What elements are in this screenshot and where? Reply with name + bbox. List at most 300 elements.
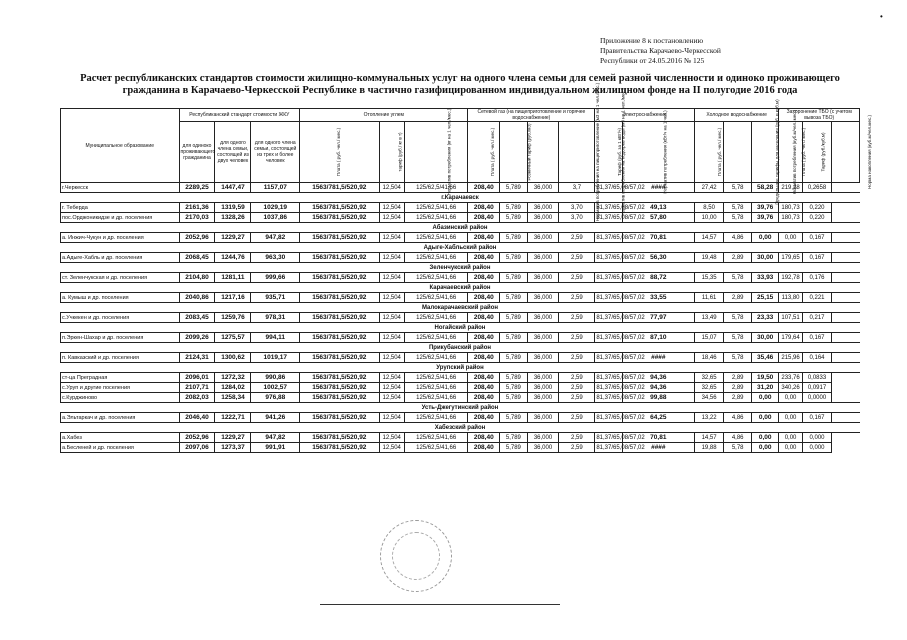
gas-pay-cell: 208,40 bbox=[468, 183, 500, 193]
gas-tariff-cell: 5,789 bbox=[500, 433, 528, 443]
std-single-cell: 2289,25 bbox=[179, 183, 215, 193]
header-tbo-tariff: Тариф (руб./куб.м) bbox=[802, 122, 832, 183]
std-single-cell: 2170,03 bbox=[179, 213, 215, 223]
table-row bbox=[61, 443, 860, 453]
el-tariff-cell: 2,59 bbox=[559, 393, 595, 403]
tbo-tariff-cell: 0,00 bbox=[779, 413, 802, 423]
cw-pay-cell: 49,13 bbox=[622, 203, 694, 213]
municipality-cell: п. Кавказский и др. поселения bbox=[61, 353, 180, 363]
region-row bbox=[61, 223, 860, 233]
region-label: Малокарачаевский район bbox=[61, 303, 860, 313]
heat-pay-cell: 1563/781,5/520,92 bbox=[300, 273, 379, 283]
heat-pay-cell: 1563/781,5/520,92 bbox=[300, 443, 379, 453]
gas-pay-cell: 208,40 bbox=[468, 253, 500, 263]
gas-norm-cell: 36,000 bbox=[527, 213, 559, 223]
tbo-norm-cell: 0,220 bbox=[802, 213, 832, 223]
heat-pay-cell: 1563/781,5/520,92 bbox=[300, 353, 379, 363]
heat-tariff-cell: 12,504 bbox=[379, 293, 404, 303]
el-norm-cell: 81,37/65,08/57,02 bbox=[596, 384, 645, 391]
table-row bbox=[61, 413, 860, 423]
tbo-norm-cell: 0,164 bbox=[802, 353, 832, 363]
tbo-norm-cell: 0,176 bbox=[802, 273, 832, 283]
region-label: Адыге-Хабльский район bbox=[61, 243, 860, 253]
heat-tariff-cell: 12,504 bbox=[379, 183, 404, 193]
cw-norm-cell: 5,78 bbox=[724, 203, 752, 213]
el-tariff-cell: 2,59 bbox=[559, 413, 595, 423]
heat-tariff-cell: 12,504 bbox=[379, 373, 404, 383]
tbo-pay-cell: 30,00 bbox=[751, 253, 779, 263]
municipality-cell: а.Эльтаркач и др. поселения bbox=[61, 413, 180, 423]
std-single-cell: 2040,86 bbox=[179, 293, 215, 303]
std-three-cell: 994,11 bbox=[251, 333, 300, 343]
el-tariff-cell: 2,59 bbox=[559, 313, 595, 323]
tbo-norm-cell: 0,217 bbox=[802, 313, 832, 323]
el-norm-cell: 81,37/65,08/57,02 bbox=[596, 354, 645, 361]
municipality-cell: а. Инжич-Чукун и др. поселения bbox=[61, 233, 180, 243]
cw-limit-cell: 19,48 bbox=[694, 253, 724, 263]
cw-norm-cell: 2,89 bbox=[724, 293, 752, 303]
municipality-cell: п.Эркен-Шахар и др. поселения bbox=[61, 333, 180, 343]
cw-limit-cell: 34,56 bbox=[694, 393, 724, 403]
tbo-norm-cell: 0,221 bbox=[802, 293, 832, 303]
heat-pay-cell: 1563/781,5/520,92 bbox=[300, 233, 379, 243]
heat-norm-cell: 125/62,5/41,66 bbox=[404, 413, 468, 423]
gas-tariff-cell: 5,789 bbox=[500, 273, 528, 283]
header-std-single: для одиноко проживающего гражданина bbox=[179, 122, 215, 183]
tbo-norm-cell: 0,2658 bbox=[802, 183, 832, 193]
gas-norm-cell: 36,000 bbox=[527, 273, 559, 283]
heat-tariff-cell: 12,504 bbox=[379, 213, 404, 223]
el-tariff-cell: 2,59 bbox=[559, 373, 595, 383]
el-tariff-cell: 2,59 bbox=[559, 353, 595, 363]
header-tbo-group: Захоронение ТБО (с учетом вывоза ТБО) bbox=[779, 109, 860, 122]
std-single-cell: 2099,26 bbox=[179, 333, 215, 343]
gas-pay-cell: 208,40 bbox=[468, 433, 500, 443]
std-single-cell: 2052,96 bbox=[179, 233, 215, 243]
stamp-seal-inner bbox=[392, 532, 440, 580]
gas-tariff-cell: 5,789 bbox=[500, 183, 528, 193]
heat-norm-cell: 125/62,5/41,66 bbox=[404, 373, 468, 383]
gas-norm-cell: 36,000 bbox=[527, 383, 559, 393]
heat-tariff-cell: 12,504 bbox=[379, 393, 404, 403]
std-three-cell: 947,82 bbox=[251, 433, 300, 443]
el-norm-cell: 81,37/65,08/57,02 bbox=[596, 184, 645, 191]
table-row bbox=[61, 203, 860, 213]
std-single-cell: 2107,71 bbox=[179, 383, 215, 393]
el-tariff-cell: 2,59 bbox=[559, 273, 595, 283]
table-row bbox=[61, 253, 860, 263]
heat-pay-cell: 1563/781,5/520,92 bbox=[300, 373, 379, 383]
std-single-cell: 2161,36 bbox=[179, 203, 215, 213]
tbo-tariff-cell: 215,96 bbox=[779, 353, 802, 363]
corner-mark: • bbox=[880, 12, 883, 21]
header-tbo-norm: Норма накопления (куб.м/чел.мес.) bbox=[832, 122, 860, 183]
std-single-cell: 2124,31 bbox=[179, 353, 215, 363]
gas-norm-cell: 36,000 bbox=[527, 203, 559, 213]
gas-pay-cell: 208,40 bbox=[468, 393, 500, 403]
std-three-cell: 1029,19 bbox=[251, 203, 300, 213]
heat-norm-cell: 125/62,5/41,66 bbox=[404, 333, 468, 343]
gas-pay-cell: 208,40 bbox=[468, 333, 500, 343]
gas-pay-cell: 208,40 bbox=[468, 233, 500, 243]
std-three-cell: 978,31 bbox=[251, 313, 300, 323]
el-tariff-cell: 3,7 bbox=[559, 183, 595, 193]
heat-pay-cell: 1563/781,5/520,92 bbox=[300, 293, 379, 303]
gas-pay-cell: 208,40 bbox=[468, 443, 500, 453]
cw-limit-cell: 18,46 bbox=[694, 353, 724, 363]
annex-block bbox=[600, 36, 721, 66]
std-two-cell: 1229,27 bbox=[215, 233, 251, 243]
cw-pay-cell: 70,81 bbox=[622, 433, 694, 443]
annex-line-3: Республики от 24.05.2016 № 125 bbox=[600, 56, 705, 65]
gas-tariff-cell: 5,789 bbox=[500, 383, 528, 393]
el-tariff-cell: 2,59 bbox=[559, 433, 595, 443]
cw-limit-cell: 27,42 bbox=[694, 183, 724, 193]
heat-tariff-cell: 12,504 bbox=[379, 443, 404, 453]
table-row bbox=[61, 273, 860, 283]
gas-tariff-cell: 5,789 bbox=[500, 203, 528, 213]
table-row bbox=[61, 373, 860, 383]
gas-pay-cell: 208,40 bbox=[468, 213, 500, 223]
std-three-cell: 935,71 bbox=[251, 293, 300, 303]
el-norm-cell: 81,37/65,08/57,02 bbox=[596, 234, 645, 241]
header-heat-norm: Норматив потребления (кг на 1 чел./мес.) bbox=[404, 122, 468, 183]
region-label: Карачаевский район bbox=[61, 283, 860, 293]
std-three-cell: 947,82 bbox=[251, 233, 300, 243]
tbo-tariff-cell: 179,64 bbox=[779, 333, 802, 343]
gas-tariff-cell: 5,789 bbox=[500, 393, 528, 403]
gas-tariff-cell: 5,789 bbox=[500, 253, 528, 263]
region-row bbox=[61, 343, 860, 353]
std-two-cell: 1273,37 bbox=[215, 443, 251, 453]
region-row bbox=[61, 403, 860, 413]
header-heating-group: Отопление углем bbox=[300, 109, 468, 122]
el-norm-cell: 81,37/65,08/57,02 bbox=[596, 294, 645, 301]
std-three-cell: 1019,17 bbox=[251, 353, 300, 363]
region-label: г.Карачаевск bbox=[61, 193, 860, 203]
header-muni: Муниципальное образование bbox=[61, 109, 180, 183]
heat-norm-cell: 125/62,5/41,66 bbox=[404, 213, 468, 223]
header-cw-pay: Плата ( руб. чел./ мес.) bbox=[694, 122, 724, 183]
gas-tariff-cell: 5,789 bbox=[500, 353, 528, 363]
cw-pay-cell: 33,55 bbox=[622, 293, 694, 303]
tbo-pay-cell: 25,15 bbox=[751, 293, 779, 303]
heat-pay-cell: 1563/781,5/520,92 bbox=[300, 313, 379, 323]
table-body bbox=[61, 183, 860, 453]
heat-norm-cell: 125/62,5/41,66 bbox=[404, 273, 468, 283]
heat-norm-cell: 125/62,5/41,66 bbox=[404, 293, 468, 303]
region-row bbox=[61, 323, 860, 333]
tbo-tariff-cell: 180,73 bbox=[779, 213, 802, 223]
heat-tariff-cell: 12,504 bbox=[379, 253, 404, 263]
heat-tariff-cell: 12,504 bbox=[379, 383, 404, 393]
heat-tariff-cell: 12,504 bbox=[379, 433, 404, 443]
header-el-tariff: Тариф (руб. за 1 кВт/ч) bbox=[595, 122, 623, 183]
table-row bbox=[61, 213, 860, 223]
el-norm-cell: 81,37/65,08/57,02 bbox=[596, 374, 645, 381]
municipality-cell: а. Кумыш и др. поселения bbox=[61, 293, 180, 303]
gas-norm-cell: 36,000 bbox=[527, 433, 559, 443]
el-norm-cell: 81,37/65,08/57,02 bbox=[596, 204, 645, 211]
tbo-norm-cell: 0,000 bbox=[802, 443, 832, 453]
municipality-cell: а.Адыге-Хабль и др. поселения bbox=[61, 253, 180, 263]
tbo-tariff-cell: 219,28 bbox=[779, 183, 802, 193]
cw-limit-cell: 11,61 bbox=[694, 293, 724, 303]
std-single-cell: 2082,03 bbox=[179, 393, 215, 403]
std-two-cell: 1222,71 bbox=[215, 413, 251, 423]
std-two-cell: 1447,47 bbox=[215, 183, 251, 193]
cw-norm-cell: 2,89 bbox=[724, 373, 752, 383]
cw-limit-cell: 32,65 bbox=[694, 383, 724, 393]
cw-limit-cell: 19,88 bbox=[694, 443, 724, 453]
document-title bbox=[60, 73, 860, 97]
cw-limit-cell: 13,22 bbox=[694, 413, 724, 423]
tbo-norm-cell: 0,0833 bbox=[802, 373, 832, 383]
cw-norm-cell: 2,89 bbox=[724, 253, 752, 263]
tbo-pay-cell: 33,93 bbox=[751, 273, 779, 283]
tbo-pay-cell: 19,50 bbox=[751, 373, 779, 383]
heat-norm-cell: 125/62,5/41,66 bbox=[404, 393, 468, 403]
el-tariff-cell: 3,70 bbox=[559, 213, 595, 223]
region-label: Прикубанский район bbox=[61, 343, 860, 353]
gas-tariff-cell: 5,789 bbox=[500, 413, 528, 423]
header-std-three: для одного члена семьи, состоящей из трех и более человек bbox=[251, 122, 300, 183]
tbo-tariff-cell: 179,65 bbox=[779, 253, 802, 263]
heat-tariff-cell: 12,504 bbox=[379, 233, 404, 243]
table-row bbox=[61, 313, 860, 323]
tbo-pay-cell: 0,00 bbox=[751, 393, 779, 403]
region-label: Ногайский район bbox=[61, 323, 860, 333]
annex-line-1: Приложение 8 к постановлению bbox=[600, 36, 704, 45]
heat-norm-cell: 125/62,5/41,66 bbox=[404, 253, 468, 263]
std-single-cell: 2068,45 bbox=[179, 253, 215, 263]
cw-pay-cell: 77,97 bbox=[622, 313, 694, 323]
municipality-cell: а.Хабез bbox=[61, 433, 180, 443]
cw-pay-cell: #### bbox=[622, 443, 694, 453]
cw-pay-cell: 57,80 bbox=[622, 213, 694, 223]
cw-pay-cell: 70,81 bbox=[622, 233, 694, 243]
std-two-cell: 1319,59 bbox=[215, 203, 251, 213]
region-label: Усть-Джегутинский район bbox=[61, 403, 860, 413]
header-cold-water-group: Холодное водоснабжение bbox=[694, 109, 779, 122]
heat-norm-cell: 125/62,5/41,66 bbox=[404, 433, 468, 443]
heat-tariff-cell: 12,504 bbox=[379, 273, 404, 283]
table-row bbox=[61, 353, 860, 363]
tbo-tariff-cell: 192,78 bbox=[779, 273, 802, 283]
gas-norm-cell: 36,000 bbox=[527, 353, 559, 363]
region-label: Урупский район bbox=[61, 363, 860, 373]
heat-norm-cell: 125/62,5/41,66 bbox=[404, 443, 468, 453]
gas-norm-cell: 36,000 bbox=[527, 293, 559, 303]
tbo-pay-cell: 39,76 bbox=[751, 213, 779, 223]
gas-norm-cell: 36,000 bbox=[527, 253, 559, 263]
cw-pay-cell: 87,10 bbox=[622, 333, 694, 343]
gas-norm-cell: 36,000 bbox=[527, 313, 559, 323]
heat-norm-cell: 125/62,5/41,66 bbox=[404, 203, 468, 213]
gas-tariff-cell: 5,789 bbox=[500, 373, 528, 383]
cw-norm-cell: 2,89 bbox=[724, 383, 752, 393]
el-norm-cell: 81,37/65,08/57,02 bbox=[596, 394, 645, 401]
gas-norm-cell: 36,000 bbox=[527, 233, 559, 243]
tbo-norm-cell: 0,000 bbox=[802, 433, 832, 443]
gas-pay-cell: 208,40 bbox=[468, 313, 500, 323]
header-heat-tariff: тариф (руб./ кг в т) bbox=[379, 122, 404, 183]
table-row bbox=[61, 393, 860, 403]
std-two-cell: 1328,26 bbox=[215, 213, 251, 223]
tbo-tariff-cell: 107,51 bbox=[779, 313, 802, 323]
cw-norm-cell: 4,86 bbox=[724, 413, 752, 423]
heat-pay-cell: 1563/781,5/520,92 bbox=[300, 183, 379, 193]
tbo-tariff-cell: 0,00 bbox=[779, 393, 802, 403]
title-line-2: гражданина в Карачаево-Черкесской Республике в частично газифицированном индивидуальном жилищном фонде на II полугодие 2016 года bbox=[122, 85, 798, 96]
std-three-cell: 941,26 bbox=[251, 413, 300, 423]
table-row bbox=[61, 293, 860, 303]
header-heat-pay: Плата ( руб. чел./ мес.) bbox=[300, 122, 379, 183]
tbo-pay-cell: 30,00 bbox=[751, 333, 779, 343]
heat-tariff-cell: 12,504 bbox=[379, 313, 404, 323]
municipality-cell: а.Бесленей и др. поселения bbox=[61, 443, 180, 453]
cw-limit-cell: 14,57 bbox=[694, 233, 724, 243]
el-norm-cell: 81,37/65,08/57,02 bbox=[596, 274, 645, 281]
heat-norm-cell: 125/62,5/41,66 bbox=[404, 183, 468, 193]
cw-limit-cell: 15,07 bbox=[694, 333, 724, 343]
el-tariff-cell: 2,59 bbox=[559, 253, 595, 263]
std-three-cell: 990,86 bbox=[251, 373, 300, 383]
gas-norm-cell: 36,000 bbox=[527, 373, 559, 383]
cw-pay-cell: 88,72 bbox=[622, 273, 694, 283]
gas-pay-cell: 208,40 bbox=[468, 353, 500, 363]
region-row bbox=[61, 423, 860, 433]
gas-tariff-cell: 5,789 bbox=[500, 333, 528, 343]
municipality-cell: г.Черкесск bbox=[61, 183, 180, 193]
region-label: Абазинский район bbox=[61, 223, 860, 233]
std-two-cell: 1258,34 bbox=[215, 393, 251, 403]
region-label: Хабезский район bbox=[61, 423, 860, 433]
tbo-norm-cell: 0,167 bbox=[802, 253, 832, 263]
cw-pay-cell: 94,36 bbox=[622, 383, 694, 393]
tbo-tariff-cell: 0,00 bbox=[779, 443, 802, 453]
heat-pay-cell: 1563/781,5/520,92 bbox=[300, 413, 379, 423]
gas-tariff-cell: 5,789 bbox=[500, 293, 528, 303]
gas-tariff-cell: 5,789 bbox=[500, 313, 528, 323]
cw-norm-cell: 5,78 bbox=[724, 313, 752, 323]
std-single-cell: 2097,06 bbox=[179, 443, 215, 453]
tbo-pay-cell: 0,00 bbox=[751, 433, 779, 443]
cw-norm-cell: 5,78 bbox=[724, 183, 752, 193]
gas-pay-cell: 208,40 bbox=[468, 383, 500, 393]
tbo-pay-cell: 0,00 bbox=[751, 233, 779, 243]
cw-norm-cell: 5,78 bbox=[724, 443, 752, 453]
std-two-cell: 1259,76 bbox=[215, 313, 251, 323]
tbo-pay-cell: 58,28 bbox=[751, 183, 779, 193]
table-row bbox=[61, 233, 860, 243]
tbo-tariff-cell: 233,76 bbox=[779, 373, 802, 383]
std-three-cell: 1037,86 bbox=[251, 213, 300, 223]
std-two-cell: 1300,62 bbox=[215, 353, 251, 363]
heat-tariff-cell: 12,504 bbox=[379, 333, 404, 343]
tbo-norm-cell: 0,0000 bbox=[802, 393, 832, 403]
header-electricity-group: Электроснабжение bbox=[595, 109, 694, 122]
el-norm-cell: 81,37/65,08/57,02 bbox=[596, 214, 645, 221]
std-two-cell: 1272,32 bbox=[215, 373, 251, 383]
tbo-tariff-cell: 113,80 bbox=[779, 293, 802, 303]
cw-limit-cell: 15,35 bbox=[694, 273, 724, 283]
region-row bbox=[61, 303, 860, 313]
cw-pay-cell: 64,25 bbox=[622, 413, 694, 423]
gas-norm-cell: 36,000 bbox=[527, 333, 559, 343]
heat-tariff-cell: 12,504 bbox=[379, 203, 404, 213]
el-norm-cell: 81,37/65,08/57,02 bbox=[596, 314, 645, 321]
cw-pay-cell: #### bbox=[622, 353, 694, 363]
tbo-norm-cell: 0,167 bbox=[802, 333, 832, 343]
std-three-cell: 1002,57 bbox=[251, 383, 300, 393]
municipality-cell: ст-ца Преградная bbox=[61, 373, 180, 383]
cw-limit-cell: 13,49 bbox=[694, 313, 724, 323]
el-tariff-cell: 2,59 bbox=[559, 293, 595, 303]
tbo-pay-cell: 23,33 bbox=[751, 313, 779, 323]
annex-line-2: Правительства Карачаево-Черкесской bbox=[600, 46, 721, 55]
std-single-cell: 2083,45 bbox=[179, 313, 215, 323]
el-tariff-cell: 3,70 bbox=[559, 203, 595, 213]
gas-pay-cell: 208,40 bbox=[468, 413, 500, 423]
region-row bbox=[61, 193, 860, 203]
std-single-cell: 2052,96 bbox=[179, 433, 215, 443]
heat-pay-cell: 1563/781,5/520,92 bbox=[300, 433, 379, 443]
tbo-pay-cell: 0,00 bbox=[751, 413, 779, 423]
cw-limit-cell: 32,65 bbox=[694, 373, 724, 383]
gas-pay-cell: 208,40 bbox=[468, 273, 500, 283]
std-two-cell: 1281,11 bbox=[215, 273, 251, 283]
el-norm-cell: 81,37/65,08/57,02 bbox=[596, 444, 645, 451]
tbo-tariff-cell: 0,00 bbox=[779, 433, 802, 443]
std-two-cell: 1229,27 bbox=[215, 433, 251, 443]
tbo-tariff-cell: 180,73 bbox=[779, 203, 802, 213]
gas-pay-cell: 208,40 bbox=[468, 203, 500, 213]
header-std-two: для одного члена семьи, состоящей из двух человек bbox=[215, 122, 251, 183]
municipality-cell: пос.Орджоникидзе и др. поселения bbox=[61, 213, 180, 223]
el-norm-cell: 81,37/65,08/57,02 bbox=[596, 434, 645, 441]
std-single-cell: 2096,01 bbox=[179, 373, 215, 383]
municipality-cell: г. Теберда bbox=[61, 203, 180, 213]
heat-pay-cell: 1563/781,5/520,92 bbox=[300, 333, 379, 343]
std-three-cell: 991,91 bbox=[251, 443, 300, 453]
region-row bbox=[61, 363, 860, 373]
gas-tariff-cell: 5,789 bbox=[500, 213, 528, 223]
heat-pay-cell: 1563/781,5/520,92 bbox=[300, 203, 379, 213]
gas-pay-cell: 208,40 bbox=[468, 293, 500, 303]
std-three-cell: 1157,07 bbox=[251, 183, 300, 193]
tbo-norm-cell: 0,167 bbox=[802, 233, 832, 243]
heat-norm-cell: 125/62,5/41,66 bbox=[404, 313, 468, 323]
cw-pay-cell: 94,36 bbox=[622, 373, 694, 383]
tbo-pay-cell: 39,76 bbox=[751, 203, 779, 213]
gas-norm-cell: 36,000 bbox=[527, 443, 559, 453]
signature-line bbox=[320, 604, 560, 605]
header-gas-norm-cooking: Норматив потребления на пищеприготовление (м3 на 1 чел./мес.) bbox=[527, 122, 559, 183]
header-gas-group: Сетевой газ (на пищеприготовление и горячее водоснабжение) bbox=[468, 109, 595, 122]
std-three-cell: 999,66 bbox=[251, 273, 300, 283]
cw-limit-cell: 8,50 bbox=[694, 203, 724, 213]
municipality-cell: с.Уруп и другие поселения bbox=[61, 383, 180, 393]
std-single-cell: 2046,40 bbox=[179, 413, 215, 423]
el-tariff-cell: 2,59 bbox=[559, 333, 595, 343]
region-row bbox=[61, 283, 860, 293]
header-gas-norm-heating: Норматив потребления на подогрев воды (м3 на 1 чел./мес.) bbox=[559, 122, 595, 183]
el-tariff-cell: 2,59 bbox=[559, 383, 595, 393]
cw-pay-cell: 99,88 bbox=[622, 393, 694, 403]
tbo-pay-cell: 35,46 bbox=[751, 353, 779, 363]
table-row bbox=[61, 333, 860, 343]
